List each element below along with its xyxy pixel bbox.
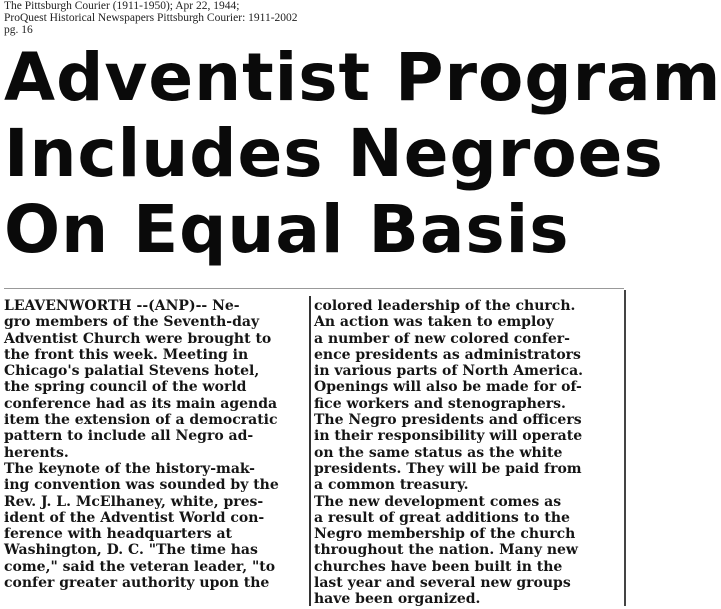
headline-line: On Equal Basis — [4, 191, 570, 268]
article-line: An action was taken to employ — [314, 314, 554, 331]
article-line: in their responsibility will operate — [314, 428, 583, 445]
article-column-left — [4, 298, 306, 591]
source-citation — [4, 0, 604, 36]
article-line: a number of new colored confer- — [314, 330, 570, 347]
article-line: confer greater authority upon the — [4, 575, 270, 592]
article-line: in various parts of North America. — [314, 363, 584, 380]
article-line: colored leadership of the church. — [314, 298, 576, 314]
article-line: presidents. They will be paid from — [314, 460, 582, 477]
article-line: ident of the Adventist World con- — [4, 509, 265, 526]
article-line: throughout the nation. Many new — [314, 542, 578, 559]
article-line: The keynote of the history-mak- — [4, 460, 255, 477]
article-line: Adventist Church were brought to — [4, 330, 272, 347]
article-line: ing convention was sounded by the — [4, 477, 279, 494]
article-line: Openings will also be made for of- — [314, 379, 582, 396]
citation-line: pg. 16 — [4, 24, 33, 36]
section-divider — [4, 288, 624, 289]
article-column-right — [314, 298, 622, 608]
article-line: churches have been built in the — [314, 558, 563, 575]
article-line: LEAVENWORTH --(ANP)-- Ne- — [4, 298, 240, 314]
article-line: have been organized. — [314, 591, 481, 608]
column-divider — [309, 296, 311, 606]
article-line: Washington, D. C. "The time has — [4, 542, 258, 559]
article-line: on the same status as the white — [314, 444, 563, 461]
article-line: The Negro presidents and officers — [314, 412, 582, 429]
page-edge-rule — [624, 290, 626, 606]
headline-line: Includes Negroes — [4, 115, 664, 192]
article-line: Rev. J. L. McElhaney, white, pres- — [4, 493, 264, 510]
article-line: last year and several new groups — [314, 575, 571, 592]
headline — [4, 39, 721, 268]
article-line: gro members of the Seventh-day — [4, 314, 260, 331]
article-line: ence presidents as administrators — [314, 346, 581, 363]
article-line: a result of great additions to the — [314, 509, 570, 526]
headline-line: Adventist Program — [4, 39, 721, 116]
article-line: The new development comes as — [314, 493, 562, 510]
article-line: conference had as its main agenda — [4, 395, 278, 412]
article-line: ference with headquarters at — [4, 526, 232, 543]
article-line: the front this week. Meeting in — [4, 346, 249, 363]
article-line: come," said the veteran leader, "to — [4, 558, 276, 575]
article-line: pattern to include all Negro ad- — [4, 428, 254, 445]
article-line: item the extension of a democratic — [4, 412, 278, 429]
article-line: fice workers and stenographers. — [314, 395, 566, 412]
article-line: the spring council of the world — [4, 379, 247, 396]
article-line: herents. — [4, 444, 69, 461]
article-line: Negro membership of the church — [314, 526, 576, 543]
citation-line: The Pittsburgh Courier (1911-1950); Apr 22, 1944; — [4, 0, 240, 12]
citation-line: ProQuest Historical Newspapers Pittsburgh Courier: 1911-2002 — [4, 12, 298, 24]
article-line: a common treasury. — [314, 477, 469, 494]
article-line: Chicago's palatial Stevens hotel, — [4, 363, 260, 380]
